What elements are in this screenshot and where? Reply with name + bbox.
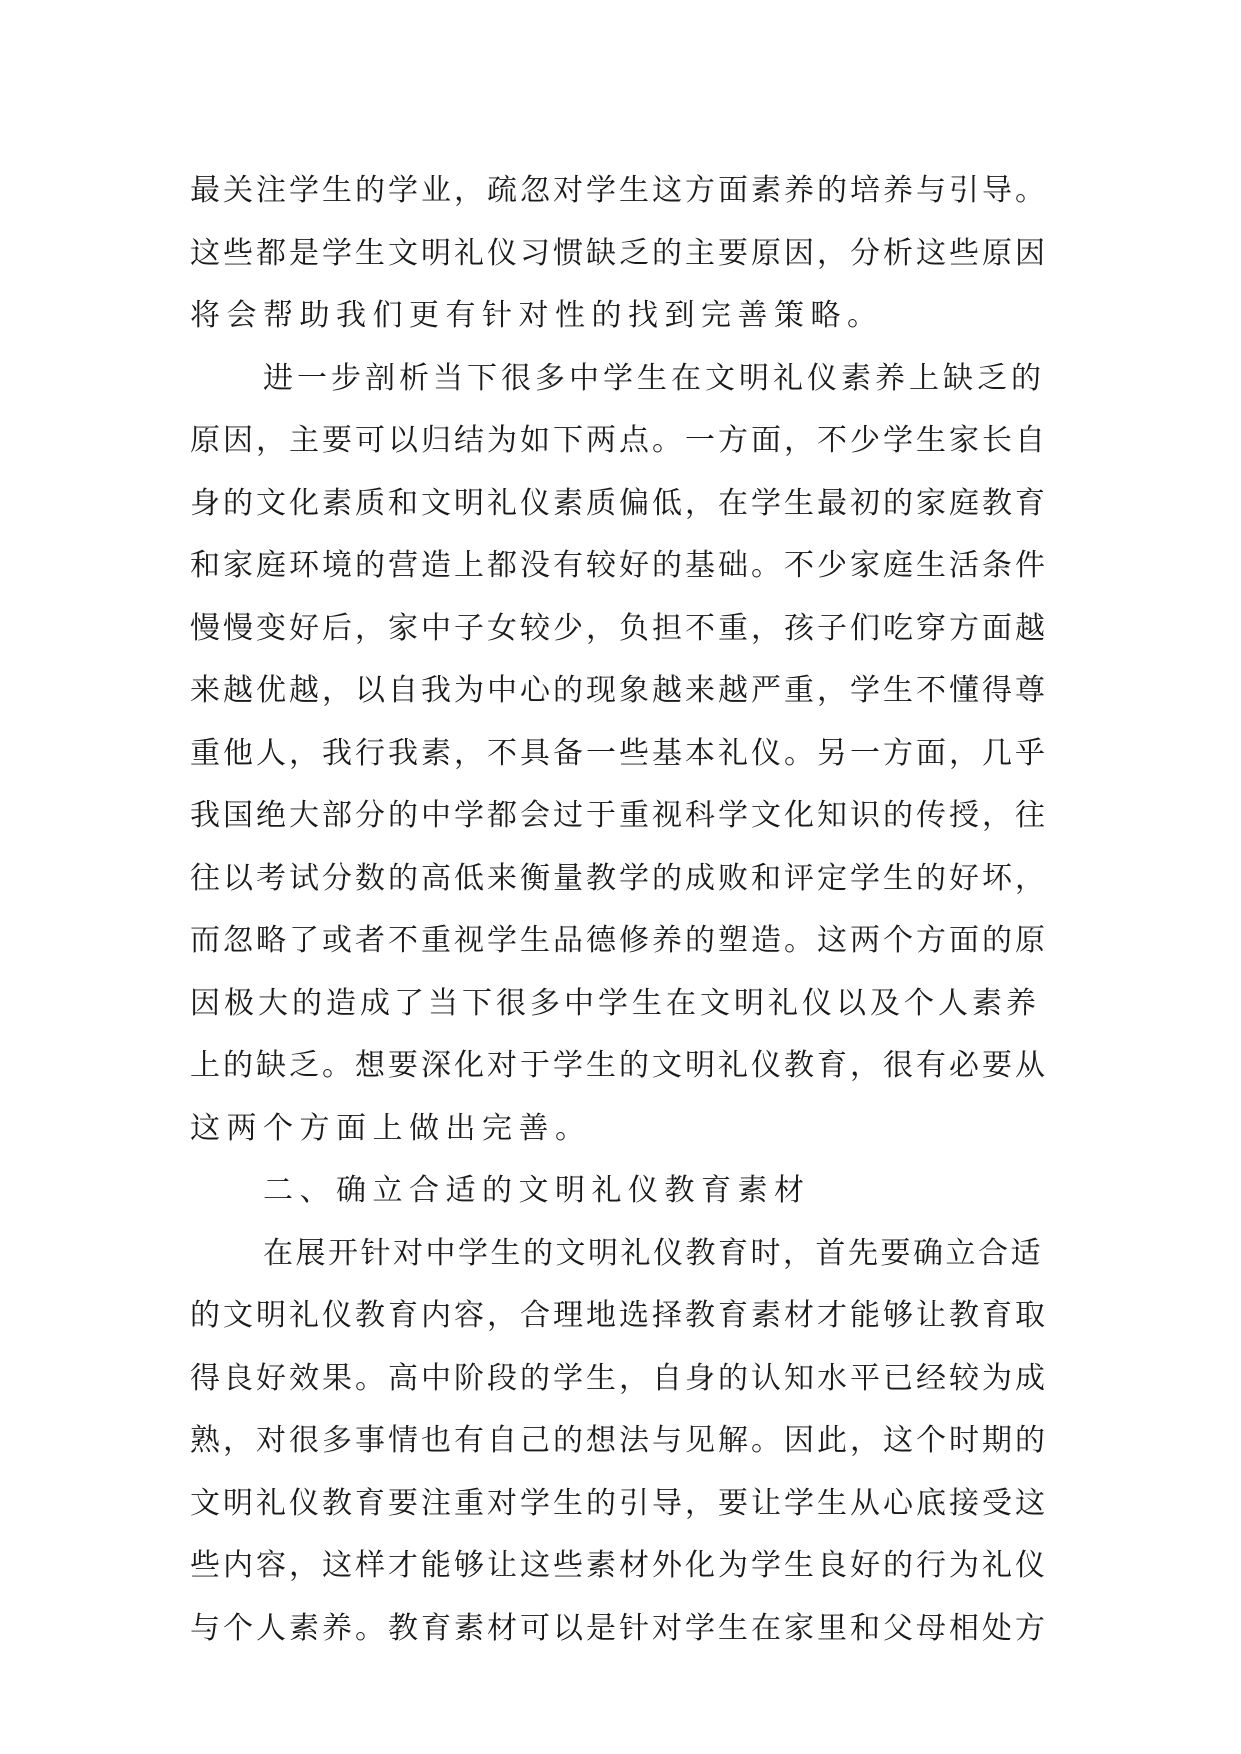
text-line: 些内容，这样才能够让这些素材外化为学生良好的行为礼仪 [190,1548,1048,1583]
text-line: 的文明礼仪教育内容，合理地选择教育素材才能够让教育取 [190,1298,1048,1333]
text-line: 来越优越，以自我为中心的现象越来越严重，学生不懂得尊 [190,673,1048,708]
text-line: 这些都是学生文明礼仪习惯缺乏的主要原因，分析这些原因 [190,235,1048,271]
text-line: 重他人，我行我素，不具备一些基本礼仪。另一方面，几乎 [190,735,1048,771]
text-line: 身的文化素质和文明礼仪素质偏低，在学生最初的家庭教育 [190,485,1048,521]
text-line: 和家庭环境的营造上都没有较好的基础。不少家庭生活条件 [190,548,1048,583]
paragraph-first-line: 进一步剖析当下很多中学生在文明礼仪素养上缺乏的 [263,360,1045,396]
text-line: 往以考试分数的高低来衡量教学的成败和评定学生的好坏， [190,860,1048,896]
section-heading: 二、确立合适的文明礼仪教育素材 [263,1173,811,1208]
text-line: 上的缺乏。想要深化对于学生的文明礼仪教育，很有必要从 [190,1048,1048,1083]
text-line: 慢慢变好后，家中子女较少，负担不重，孩子们吃穿方面越 [190,610,1048,646]
text-line: 得良好效果。高中阶段的学生，自身的认知水平已经较为成 [190,1360,1048,1396]
paragraph-first-line: 在展开针对中学生的文明礼仪教育时，首先要确立合适 [263,1235,1043,1271]
text-line: 因极大的造成了当下很多中学生在文明礼仪以及个人素养 [190,985,1040,1021]
text-line: 熟，对很多事情也有自己的想法与见解。因此，这个时期的 [190,1423,1048,1458]
text-line: 原因，主要可以归结为如下两点。一方面，不少学生家长自 [190,423,1048,458]
text-line: 与个人素养。教育素材可以是针对学生在家里和父母相处方 [190,1610,1048,1646]
text-line: 而忽略了或者不重视学生品德修养的塑造。这两个方面的原 [190,923,1048,958]
text-line: 文明礼仪教育要注重对学生的引导，要让学生从心底接受这 [190,1485,1048,1521]
text-line: 最关注学生的学业，疏忽对学生这方面素养的培养与引导。 [190,173,1048,208]
body-text [190,160,1050,1660]
text-line: 我国绝大部分的中学都会过于重视科学文化知识的传授，往 [190,798,1048,833]
text-line: 将会帮助我们更有针对性的找到完善策略。 [190,298,884,333]
text-line: 这两个方面上做出完善。 [190,1110,592,1146]
